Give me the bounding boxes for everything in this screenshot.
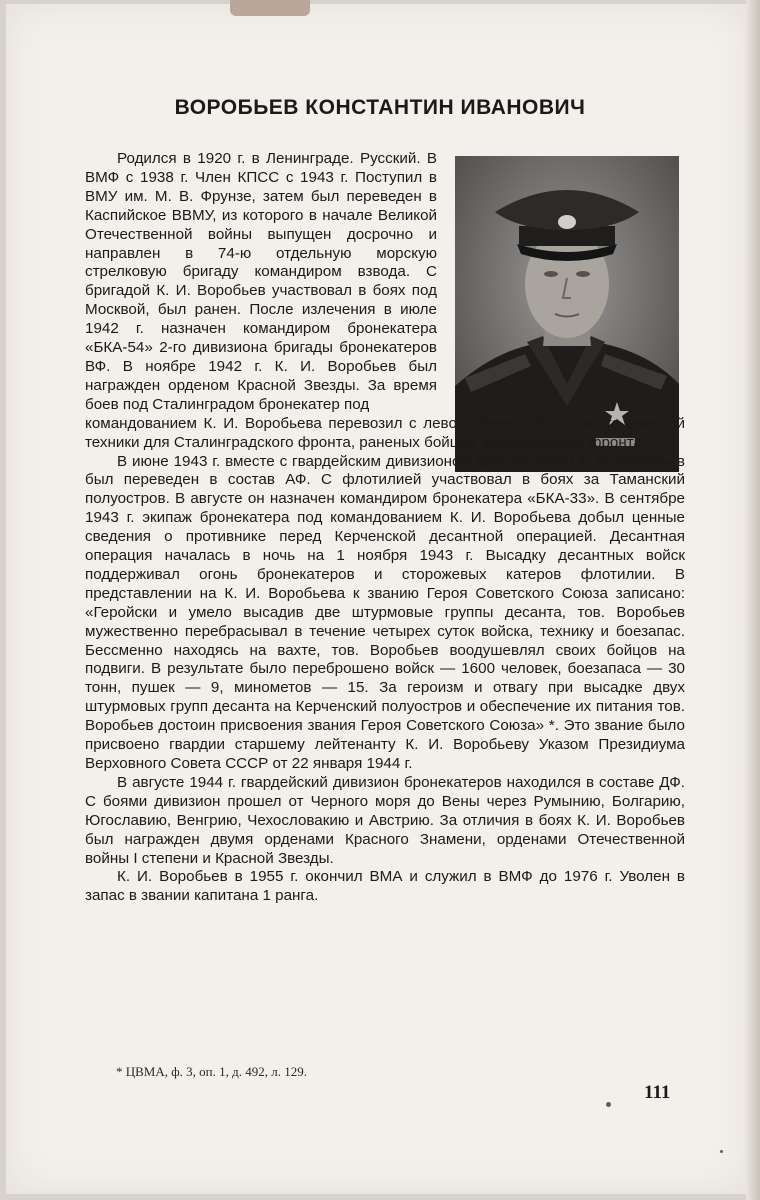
- ink-speck: [720, 1150, 723, 1153]
- paragraph-1-continued: командованием К. И. Воробьева перевозил с левого берега Волги много военной техники для Сталинградского фронта, раненых бойцов, командование фронта.: [85, 414, 685, 451]
- paragraph-2: В июне 1943 г. вместе с гвардейским дивизионом бронекатеров К. И. Воробьев был переведен в состав АФ. С флотилией участвовал в боях за Таманский полуостров. В августе он назначен командиром бронекатера «БКА-33». В сентябре 1943 г. экипаж бронекатера под командованием К. И. Воробьева добыл ценные сведения о противнике перед Керченской десантной операцией. Десантная операция началась в ночь на 1 ноября 1943 г. Высадку десантных войск поддерживал огонь бронекатеров и сторожевых катеров флотилии. В представлении на К. И. Воробьева к званию Героя Советского Союза записано: «Геройски и умело высадив две штурмовые группы десанта, тов. Воробьев мужественно перебрасывал в течение четырех суток войска, технику и боезапас. Бессменно находясь на вахте, тов. Воробьев воодушевлял своих бойцов на подвиги. В результате было переброшено войск — 1600 человек, боезапаса — 30 тонн, пушек — 9, минометов — 15. За героизм и отвагу при высадке двух штурмовых групп десанта на Керченский полуостров и обеспечение их питания тов. Воробьев достоин присвоения звания Героя Советского Союза» *. Это звание было присвоено гвардии старшему лейтенанту К. И. Воробьеву Указом Президиума Верховного Совета СССР от 22 января 1944 г.: [85, 452, 685, 772]
- paragraph-1: Родился в 1920 г. в Ленинграде. Русский. В ВМФ с 1938 г. Член КПСС с 1943 г. Поступил в ВМУ им. М. В. Фрунзе, затем был переведен в Каспийское ВВМУ, из которого в начале Великой Отечественной войны выпущен досрочно и направлен в 74-ю отдельную морскую стрелковую бригаду командиром взвода. С бригадой К. И. Воробьев участвовал в боях под Москвой, был ранен. После излечения в июле 1942 г. назначен командиром бронекатера «БКА-54» 2-го дивизиона бригады бронекатеров ВФ. В ноябре 1942 г. К. И. Воробьев был награжден орденом Красной Звезды. За время боев под Сталинградом бронекатер под: [85, 150, 437, 413]
- footnote: * ЦВМА, ф. 3, оп. 1, д. 492, л. 129.: [116, 1064, 307, 1079]
- page-tab-mark: [230, 0, 310, 16]
- binding-edge: [746, 0, 760, 1200]
- ink-speck: [606, 1102, 611, 1107]
- paragraph-3: В августе 1944 г. гвардейский дивизион бронекатеров находился в составе ДФ. С боями дивизион прошел от Черного моря до Вены через Румынию, Болгарию, Югославию, Венгрию, Чехословакию и Австрию. За отличия в боях К. И. Воробьев был награжден двумя орденами Красного Знамени, орденами Отечественной войны I степени и Красной Звезды.: [85, 773, 685, 867]
- biography-text: [85, 150, 685, 906]
- page-number: 111: [644, 1082, 671, 1103]
- page-title: ВОРОБЬЕВ КОНСТАНТИН ИВАНОВИЧ: [174, 96, 586, 119]
- paragraph-4: К. И. Воробьев в 1955 г. окончил ВМА и служил в ВМФ до 1976 г. Уволен в запас в звании капитана 1 ранга.: [85, 868, 685, 905]
